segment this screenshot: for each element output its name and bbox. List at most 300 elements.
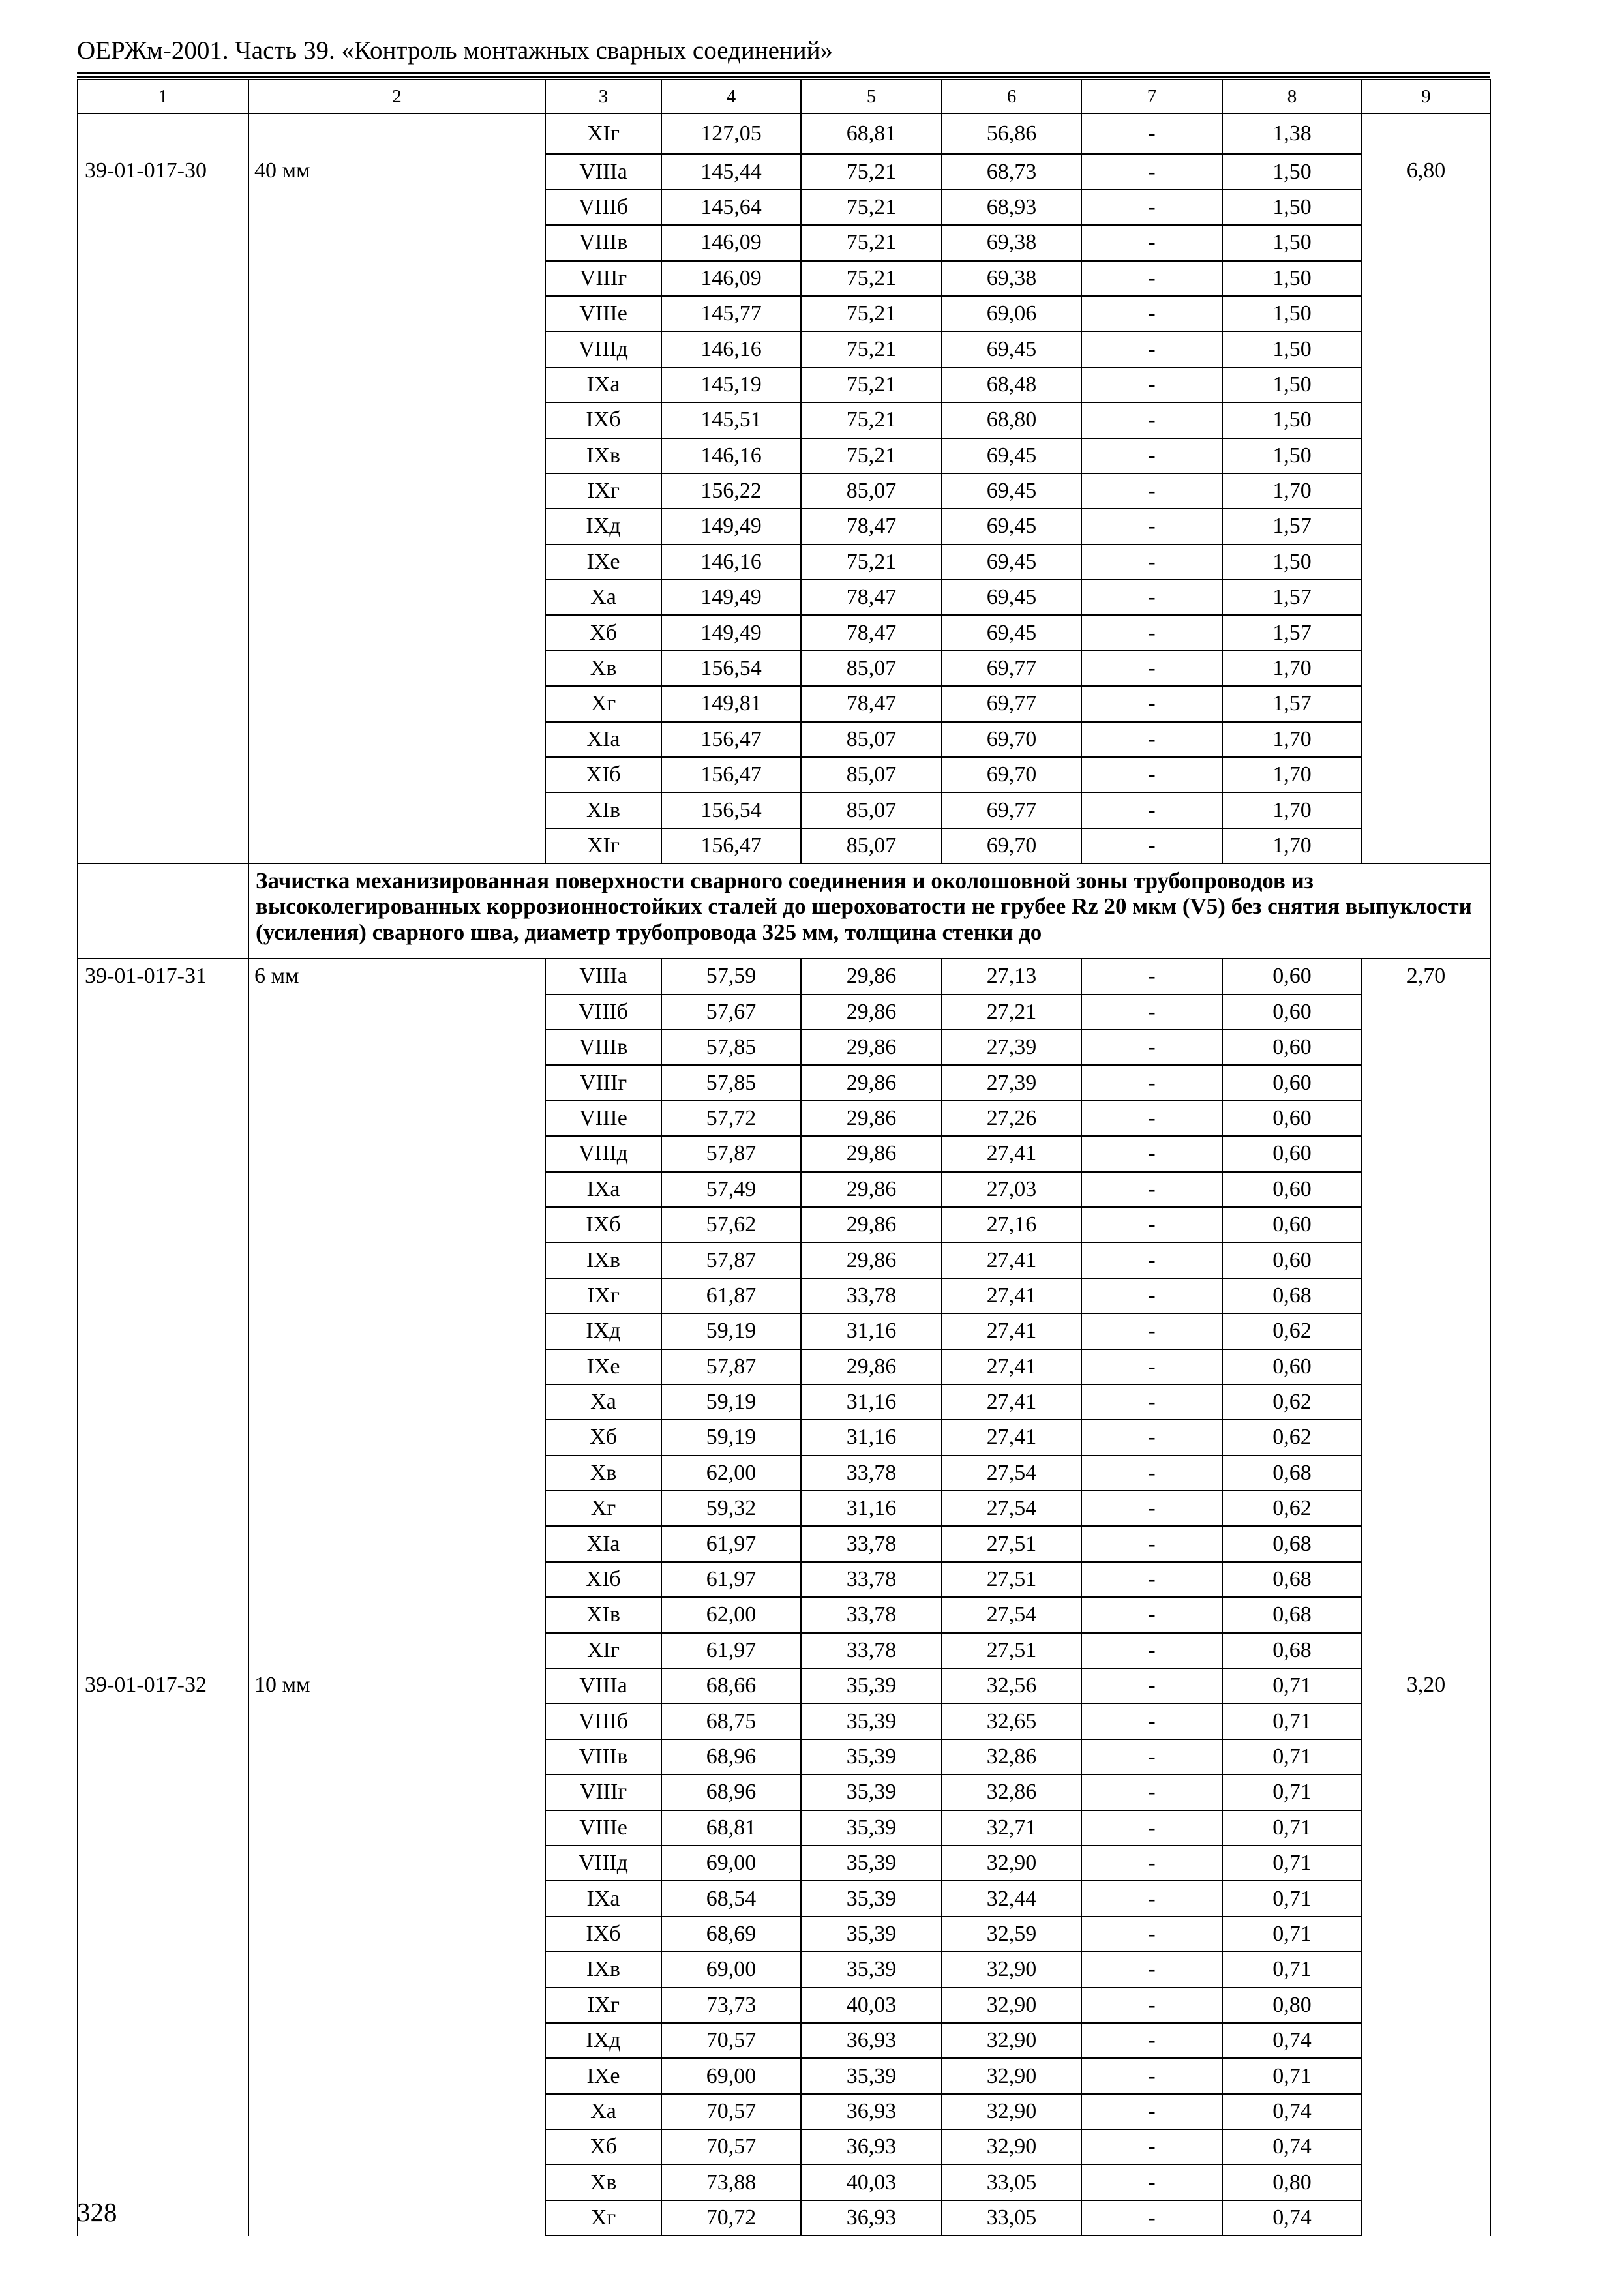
row-col7-cell: - (1081, 2164, 1222, 2200)
row-type-cell: IXд (545, 1313, 661, 1349)
row-col8-cell: 1,50 (1222, 261, 1362, 296)
row-col5-cell: 35,39 (801, 1952, 942, 1987)
row-col5-cell: 29,86 (801, 995, 942, 1030)
row-col6-cell: 27,41 (942, 1313, 1081, 1349)
row-type-cell: VIIIе (545, 296, 661, 331)
column-number: 4 (661, 80, 801, 113)
row-col6-cell: 69,45 (942, 331, 1081, 367)
row-col9-cell: 2,70 (1362, 959, 1490, 1668)
table-row (78, 154, 1490, 189)
row-col4-cell: 61,87 (661, 1278, 801, 1313)
row-col8-cell: 0,62 (1222, 1384, 1362, 1420)
row-type-cell: Xа (545, 2094, 661, 2129)
row-col6-cell: 69,45 (942, 615, 1081, 650)
row-col7-cell: - (1081, 959, 1222, 994)
row-col4-cell: 149,81 (661, 686, 801, 721)
row-col8-cell: 0,62 (1222, 1491, 1362, 1526)
row-col7-cell: - (1081, 2129, 1222, 2164)
row-col4-cell: 68,81 (661, 1810, 801, 1846)
row-name-cell: 40 мм (248, 154, 545, 863)
row-col4-cell: 57,62 (661, 1207, 801, 1242)
row-col6-cell: 27,51 (942, 1633, 1081, 1668)
row-type-cell: XIг (545, 1633, 661, 1668)
row-col5-cell: 35,39 (801, 1881, 942, 1916)
row-name-cell: 10 мм (248, 1668, 545, 2236)
row-col5-cell: 78,47 (801, 580, 942, 615)
row-col5-cell: 75,21 (801, 225, 942, 260)
row-col6-cell: 27,41 (942, 1136, 1081, 1171)
row-col8-cell: 0,80 (1222, 2164, 1362, 2200)
row-col8-cell: 0,74 (1222, 2200, 1362, 2236)
row-col7-cell: - (1081, 1136, 1222, 1171)
row-col8-cell: 0,60 (1222, 1207, 1362, 1242)
row-col8-cell: 0,60 (1222, 1136, 1362, 1171)
row-col4-cell: 156,54 (661, 792, 801, 828)
row-code-cell: 39-01-017-31 (78, 959, 248, 1668)
row-col5-cell: 35,39 (801, 1846, 942, 1881)
row-type-cell: IXд (545, 2023, 661, 2058)
row-col8-cell: 1,50 (1222, 225, 1362, 260)
row-col4-cell: 57,59 (661, 959, 801, 994)
row-code-cell (78, 113, 248, 154)
row-col4-cell: 62,00 (661, 1456, 801, 1491)
row-col7-cell: - (1081, 2023, 1222, 2058)
row-col8-cell: 1,50 (1222, 331, 1362, 367)
column-number: 1 (78, 80, 248, 113)
row-col8-cell: 0,71 (1222, 1810, 1362, 1846)
row-col4-cell: 145,51 (661, 402, 801, 438)
row-col7-cell: - (1081, 1065, 1222, 1100)
row-col4-cell: 149,49 (661, 615, 801, 650)
row-col7-cell: - (1081, 1030, 1222, 1065)
row-col7-cell: - (1081, 1172, 1222, 1207)
row-col4-cell: 146,16 (661, 438, 801, 473)
row-col5-cell: 33,78 (801, 1597, 942, 1632)
row-col5-cell: 35,39 (801, 1703, 942, 1739)
row-col7-cell: - (1081, 995, 1222, 1030)
row-col7-cell: - (1081, 402, 1222, 438)
row-type-cell: VIIIд (545, 1136, 661, 1171)
column-number: 3 (545, 80, 661, 113)
row-type-cell: IXв (545, 438, 661, 473)
row-col8-cell: 1,57 (1222, 615, 1362, 650)
row-col8-cell: 1,50 (1222, 438, 1362, 473)
row-col5-cell: 31,16 (801, 1313, 942, 1349)
row-col7-cell: - (1081, 722, 1222, 757)
row-col6-cell: 27,54 (942, 1491, 1081, 1526)
row-col9-cell: 6,80 (1362, 154, 1490, 863)
row-col8-cell: 0,71 (1222, 1774, 1362, 1810)
row-col5-cell: 85,07 (801, 473, 942, 509)
row-col4-cell: 156,22 (661, 473, 801, 509)
header-rule-top (77, 72, 1490, 74)
row-col4-cell: 68,69 (661, 1917, 801, 1952)
row-type-cell: VIIIб (545, 1703, 661, 1739)
row-col5-cell: 35,39 (801, 1810, 942, 1846)
row-col6-cell: 27,16 (942, 1207, 1081, 1242)
row-col5-cell: 75,21 (801, 545, 942, 580)
column-number: 8 (1222, 80, 1362, 113)
row-col7-cell: - (1081, 792, 1222, 828)
row-type-cell: Xг (545, 686, 661, 721)
column-number: 2 (248, 80, 545, 113)
row-col5-cell: 68,81 (801, 113, 942, 154)
row-col6-cell: 27,41 (942, 1420, 1081, 1455)
row-type-cell: VIIIа (545, 154, 661, 189)
row-type-cell: IXа (545, 1881, 661, 1916)
row-col4-cell: 146,16 (661, 545, 801, 580)
row-col4-cell: 57,87 (661, 1349, 801, 1384)
row-col7-cell: - (1081, 296, 1222, 331)
row-col5-cell: 29,86 (801, 1172, 942, 1207)
row-col4-cell: 145,19 (661, 367, 801, 402)
row-col7-cell: - (1081, 1384, 1222, 1420)
row-col6-cell: 32,90 (942, 2094, 1081, 2129)
row-col7-cell: - (1081, 1562, 1222, 1597)
row-col6-cell: 69,45 (942, 545, 1081, 580)
row-col8-cell: 0,62 (1222, 1420, 1362, 1455)
row-col6-cell: 32,90 (942, 1846, 1081, 1881)
row-col5-cell: 75,21 (801, 190, 942, 225)
row-col4-cell: 57,67 (661, 995, 801, 1030)
row-col7-cell: - (1081, 1242, 1222, 1278)
row-col7-cell: - (1081, 1917, 1222, 1952)
row-col6-cell: 68,48 (942, 367, 1081, 402)
row-col6-cell: 69,06 (942, 296, 1081, 331)
row-col5-cell: 35,39 (801, 2058, 942, 2093)
row-col5-cell: 78,47 (801, 615, 942, 650)
page-header-title: ОЕРЖм-2001. Часть 39. «Контроль монтажных сварных соединений» (77, 37, 833, 65)
row-col6-cell: 32,90 (942, 1952, 1081, 1987)
row-col7-cell: - (1081, 1349, 1222, 1384)
row-col5-cell: 75,21 (801, 154, 942, 189)
row-col4-cell: 146,09 (661, 225, 801, 260)
row-col7-cell: - (1081, 651, 1222, 686)
row-type-cell: Xг (545, 1491, 661, 1526)
row-col7-cell: - (1081, 828, 1222, 863)
row-col7-cell: - (1081, 1313, 1222, 1349)
row-col4-cell: 69,00 (661, 1846, 801, 1881)
row-col6-cell: 32,86 (942, 1739, 1081, 1774)
row-col4-cell: 69,00 (661, 2058, 801, 2093)
row-col5-cell: 31,16 (801, 1384, 942, 1420)
row-col8-cell: 0,71 (1222, 1917, 1362, 1952)
row-col5-cell: 75,21 (801, 331, 942, 367)
row-col4-cell: 145,64 (661, 190, 801, 225)
row-type-cell: IXе (545, 545, 661, 580)
row-type-cell: Xв (545, 2164, 661, 2200)
row-type-cell: IXб (545, 402, 661, 438)
row-col6-cell: 27,54 (942, 1456, 1081, 1491)
row-type-cell: XIг (545, 828, 661, 863)
row-col6-cell: 27,41 (942, 1242, 1081, 1278)
row-col6-cell: 69,70 (942, 722, 1081, 757)
row-col4-cell: 146,09 (661, 261, 801, 296)
row-col6-cell: 27,51 (942, 1562, 1081, 1597)
row-col5-cell: 35,39 (801, 1739, 942, 1774)
row-col7-cell: - (1081, 1278, 1222, 1313)
row-col7-cell: - (1081, 1668, 1222, 1703)
row-type-cell: VIIIе (545, 1810, 661, 1846)
row-type-cell: Xв (545, 651, 661, 686)
row-type-cell: XIв (545, 1597, 661, 1632)
row-col8-cell: 0,74 (1222, 2023, 1362, 2058)
row-type-cell: Xв (545, 1456, 661, 1491)
row-col5-cell: 75,21 (801, 438, 942, 473)
row-col5-cell: 29,86 (801, 1065, 942, 1100)
row-col8-cell: 1,57 (1222, 686, 1362, 721)
row-type-cell: Xа (545, 1384, 661, 1420)
row-col4-cell: 59,32 (661, 1491, 801, 1526)
row-col6-cell: 27,41 (942, 1349, 1081, 1384)
row-col4-cell: 156,54 (661, 651, 801, 686)
row-col5-cell: 33,78 (801, 1526, 942, 1561)
row-col7-cell: - (1081, 1703, 1222, 1739)
row-col7-cell: - (1081, 1491, 1222, 1526)
row-col8-cell: 0,71 (1222, 1952, 1362, 1987)
row-name-cell (248, 113, 545, 154)
row-col7-cell: - (1081, 2094, 1222, 2129)
row-col6-cell: 27,41 (942, 1278, 1081, 1313)
row-col5-cell: 33,78 (801, 1278, 942, 1313)
row-col6-cell: 32,56 (942, 1668, 1081, 1703)
row-col6-cell: 32,90 (942, 1988, 1081, 2023)
row-type-cell: IXг (545, 1278, 661, 1313)
row-col8-cell: 0,71 (1222, 1881, 1362, 1916)
row-col5-cell: 29,86 (801, 1349, 942, 1384)
row-col5-cell: 31,16 (801, 1420, 942, 1455)
row-col8-cell: 0,68 (1222, 1633, 1362, 1668)
row-col5-cell: 36,93 (801, 2200, 942, 2236)
row-col8-cell: 0,71 (1222, 1703, 1362, 1739)
row-col7-cell: - (1081, 1774, 1222, 1810)
row-col6-cell: 32,71 (942, 1810, 1081, 1846)
row-col8-cell: 0,68 (1222, 1562, 1362, 1597)
row-col9-cell (1362, 113, 1490, 154)
row-type-cell: XIа (545, 722, 661, 757)
row-col6-cell: 27,03 (942, 1172, 1081, 1207)
row-col6-cell: 68,93 (942, 190, 1081, 225)
row-type-cell: VIIIа (545, 959, 661, 994)
row-col8-cell: 0,60 (1222, 1065, 1362, 1100)
row-col7-cell: - (1081, 367, 1222, 402)
row-type-cell: XIб (545, 757, 661, 792)
row-col6-cell: 69,77 (942, 651, 1081, 686)
row-col6-cell: 27,39 (942, 1065, 1081, 1100)
row-col4-cell: 73,73 (661, 1988, 801, 2023)
row-type-cell: VIIIв (545, 1739, 661, 1774)
row-col6-cell: 69,45 (942, 473, 1081, 509)
row-col5-cell: 85,07 (801, 757, 942, 792)
row-col4-cell: 57,85 (661, 1065, 801, 1100)
row-type-cell: Xа (545, 580, 661, 615)
column-number: 7 (1081, 80, 1222, 113)
row-type-cell: XIг (545, 113, 661, 154)
row-col5-cell: 29,86 (801, 1136, 942, 1171)
row-col8-cell: 1,57 (1222, 509, 1362, 544)
row-col7-cell: - (1081, 757, 1222, 792)
row-col8-cell: 1,70 (1222, 651, 1362, 686)
row-col6-cell: 68,80 (942, 402, 1081, 438)
row-type-cell: IXг (545, 473, 661, 509)
row-col7-cell: - (1081, 154, 1222, 189)
table-row (78, 1668, 1490, 1703)
row-type-cell: VIIIб (545, 995, 661, 1030)
row-col7-cell: - (1081, 190, 1222, 225)
row-col5-cell: 85,07 (801, 722, 942, 757)
row-col8-cell: 0,60 (1222, 959, 1362, 994)
row-col7-cell: - (1081, 331, 1222, 367)
row-col7-cell: - (1081, 2200, 1222, 2236)
row-col5-cell: 36,93 (801, 2129, 942, 2164)
row-col4-cell: 73,88 (661, 2164, 801, 2200)
row-col8-cell: 0,60 (1222, 1172, 1362, 1207)
page-number: 328 (77, 2197, 117, 2227)
row-col8-cell: 0,74 (1222, 2094, 1362, 2129)
row-col6-cell: 27,26 (942, 1101, 1081, 1136)
row-col5-cell: 75,21 (801, 296, 942, 331)
row-col4-cell: 61,97 (661, 1633, 801, 1668)
row-col8-cell: 1,70 (1222, 757, 1362, 792)
column-number: 6 (942, 80, 1081, 113)
row-col7-cell: - (1081, 1207, 1222, 1242)
row-col4-cell: 61,97 (661, 1562, 801, 1597)
row-col6-cell: 69,77 (942, 686, 1081, 721)
row-col7-cell: - (1081, 1810, 1222, 1846)
row-col8-cell: 0,71 (1222, 1846, 1362, 1881)
row-col4-cell: 156,47 (661, 757, 801, 792)
row-col6-cell: 69,45 (942, 509, 1081, 544)
row-col5-cell: 75,21 (801, 402, 942, 438)
row-col4-cell: 68,66 (661, 1668, 801, 1703)
row-col8-cell: 1,50 (1222, 402, 1362, 438)
row-col5-cell: 75,21 (801, 261, 942, 296)
row-col4-cell: 61,97 (661, 1526, 801, 1561)
row-col4-cell: 145,77 (661, 296, 801, 331)
row-col4-cell: 57,87 (661, 1242, 801, 1278)
row-col4-cell: 62,00 (661, 1597, 801, 1632)
row-col5-cell: 85,07 (801, 792, 942, 828)
row-col5-cell: 31,16 (801, 1491, 942, 1526)
row-col8-cell: 0,71 (1222, 1739, 1362, 1774)
row-col8-cell: 1,50 (1222, 367, 1362, 402)
row-col7-cell: - (1081, 1101, 1222, 1136)
row-col4-cell: 70,57 (661, 2094, 801, 2129)
row-type-cell: IXд (545, 509, 661, 544)
row-col4-cell: 68,96 (661, 1774, 801, 1810)
row-col6-cell: 33,05 (942, 2200, 1081, 2236)
row-col5-cell: 35,39 (801, 1917, 942, 1952)
section-row (78, 863, 1490, 959)
row-col7-cell: - (1081, 615, 1222, 650)
row-col8-cell: 1,50 (1222, 545, 1362, 580)
row-col7-cell: - (1081, 2058, 1222, 2093)
row-col7-cell: - (1081, 1739, 1222, 1774)
row-type-cell: IXв (545, 1242, 661, 1278)
row-col8-cell: 0,68 (1222, 1597, 1362, 1632)
row-col6-cell: 32,44 (942, 1881, 1081, 1916)
row-col7-cell: - (1081, 225, 1222, 260)
row-col6-cell: 32,86 (942, 1774, 1081, 1810)
row-col8-cell: 1,70 (1222, 722, 1362, 757)
row-col4-cell: 146,16 (661, 331, 801, 367)
row-col6-cell: 69,45 (942, 438, 1081, 473)
row-col6-cell: 27,41 (942, 1384, 1081, 1420)
row-col6-cell: 27,39 (942, 1030, 1081, 1065)
row-col8-cell: 0,60 (1222, 1030, 1362, 1065)
row-col6-cell: 27,21 (942, 995, 1081, 1030)
row-col4-cell: 68,96 (661, 1739, 801, 1774)
column-number: 5 (801, 80, 942, 113)
row-col8-cell: 0,68 (1222, 1526, 1362, 1561)
table-row (78, 113, 1490, 154)
row-col7-cell: - (1081, 1456, 1222, 1491)
row-col6-cell: 69,77 (942, 792, 1081, 828)
row-col8-cell: 1,50 (1222, 154, 1362, 189)
row-col5-cell: 33,78 (801, 1456, 942, 1491)
row-col7-cell: - (1081, 1952, 1222, 1987)
row-col5-cell: 40,03 (801, 2164, 942, 2200)
row-col8-cell: 0,68 (1222, 1456, 1362, 1491)
row-col5-cell: 40,03 (801, 1988, 942, 2023)
row-col6-cell: 27,54 (942, 1597, 1081, 1632)
row-col7-cell: - (1081, 1526, 1222, 1561)
row-col6-cell: 69,70 (942, 828, 1081, 863)
row-col8-cell: 1,70 (1222, 473, 1362, 509)
section-code-cell (78, 863, 248, 959)
row-type-cell: IXе (545, 1349, 661, 1384)
row-col6-cell: 32,90 (942, 2023, 1081, 2058)
row-col8-cell: 1,50 (1222, 296, 1362, 331)
row-col7-cell: - (1081, 1881, 1222, 1916)
row-type-cell: VIIIд (545, 1846, 661, 1881)
row-type-cell: Xг (545, 2200, 661, 2236)
row-col5-cell: 85,07 (801, 651, 942, 686)
row-col7-cell: - (1081, 438, 1222, 473)
row-col5-cell: 36,93 (801, 2094, 942, 2129)
row-col5-cell: 29,86 (801, 1101, 942, 1136)
row-type-cell: IXв (545, 1952, 661, 1987)
row-col4-cell: 70,72 (661, 2200, 801, 2236)
row-col4-cell: 149,49 (661, 580, 801, 615)
row-col4-cell: 57,72 (661, 1101, 801, 1136)
row-col6-cell: 32,90 (942, 2129, 1081, 2164)
row-col8-cell: 0,60 (1222, 1101, 1362, 1136)
row-col6-cell: 68,73 (942, 154, 1081, 189)
rates-table (77, 79, 1491, 2236)
row-name-cell: 6 мм (248, 959, 545, 1668)
row-col5-cell: 36,93 (801, 2023, 942, 2058)
column-number: 9 (1362, 80, 1490, 113)
row-col6-cell: 69,38 (942, 225, 1081, 260)
row-col6-cell: 69,70 (942, 757, 1081, 792)
row-col8-cell: 0,60 (1222, 1242, 1362, 1278)
row-col7-cell: - (1081, 686, 1222, 721)
row-type-cell: VIIIв (545, 1030, 661, 1065)
row-col8-cell: 1,50 (1222, 190, 1362, 225)
row-col7-cell: - (1081, 261, 1222, 296)
row-col6-cell: 32,90 (942, 2058, 1081, 2093)
row-col6-cell: 69,45 (942, 580, 1081, 615)
row-col4-cell: 156,47 (661, 828, 801, 863)
row-col7-cell: - (1081, 1597, 1222, 1632)
row-col8-cell: 0,74 (1222, 2129, 1362, 2164)
row-col5-cell: 75,21 (801, 367, 942, 402)
row-col8-cell: 1,38 (1222, 113, 1362, 154)
row-col6-cell: 32,59 (942, 1917, 1081, 1952)
row-col5-cell: 85,07 (801, 828, 942, 863)
row-type-cell: VIIIг (545, 261, 661, 296)
